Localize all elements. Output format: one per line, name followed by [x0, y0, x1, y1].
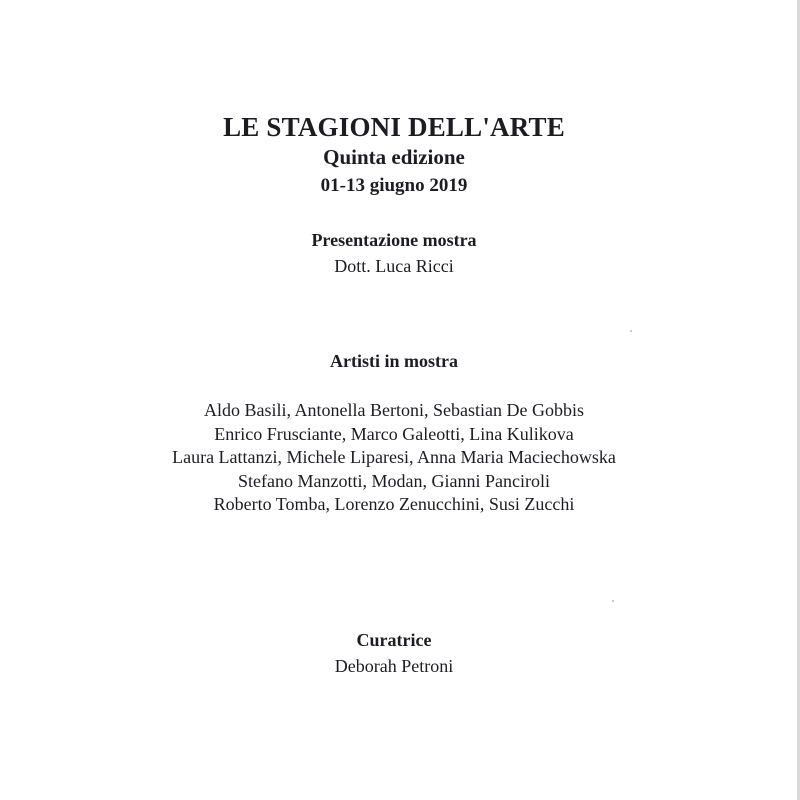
artists-list — [0, 399, 788, 517]
artists-line: Enrico Frusciante, Marco Galeotti, Lina Kulikova — [214, 423, 574, 444]
artists-heading: Artisti in mostra — [330, 351, 458, 371]
artists-line: Stefano Manzotti, Modan, Gianni Panciroli — [238, 470, 550, 491]
scan-speck — [612, 600, 614, 602]
edition-subtitle: Quinta edizione — [323, 145, 465, 169]
scan-speck — [630, 330, 632, 332]
exhibition-dates: 01-13 giugno 2019 — [320, 175, 468, 196]
artists-line: Aldo Basili, Antonella Bertoni, Sebastian De Gobbis — [204, 400, 584, 420]
artists-line: Roberto Tomba, Lorenzo Zenucchini, Susi Zucchi — [213, 494, 575, 514]
artists-line: Laura Lattanzi, Michele Liparesi, Anna Maria Maciechowska — [172, 447, 616, 467]
curator-name: Deborah Petroni — [334, 656, 454, 676]
presenter-name: Dott. Luca Ricci — [334, 256, 454, 276]
presentation-heading: Presentazione mostra — [311, 230, 477, 250]
curator-heading: Curatrice — [356, 630, 432, 650]
page-title: LE STAGIONI DELL'ARTE — [223, 112, 565, 142]
